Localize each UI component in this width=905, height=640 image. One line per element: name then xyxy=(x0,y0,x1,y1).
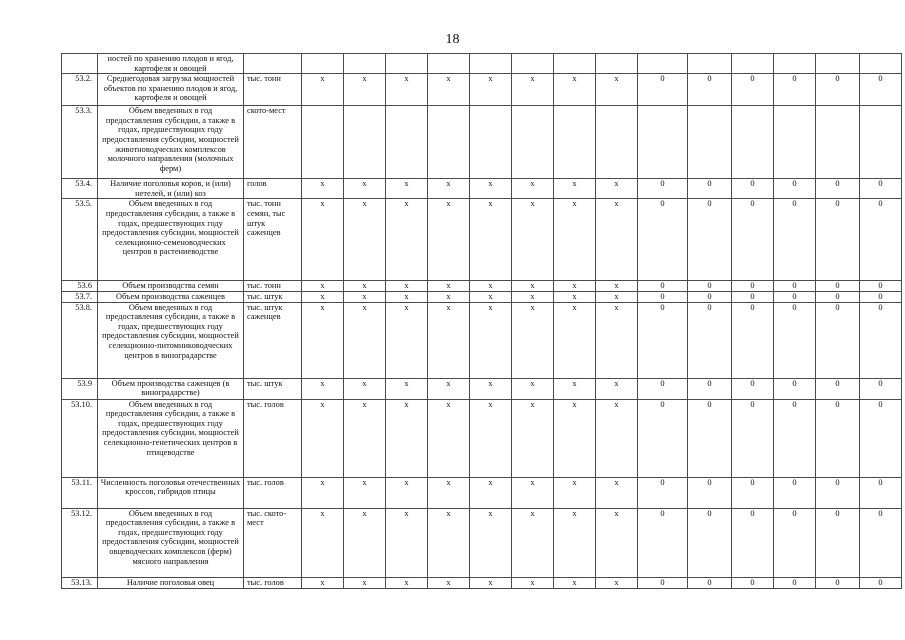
indicator-name: Объем введенных в год предоставления субсидии, а также в годах, предшествующих году предоставления субсидии, мощностей овцеводческих комплексов (ферм) мясного направления xyxy=(98,508,244,577)
value-cell: x xyxy=(512,291,554,302)
value-cell: x xyxy=(302,399,344,477)
value-cell xyxy=(816,54,860,74)
value-cell: x xyxy=(554,302,596,378)
value-cell: 0 xyxy=(688,179,732,199)
value-cell: 0 xyxy=(816,281,860,292)
value-cell xyxy=(638,106,688,179)
value-cell: x xyxy=(302,179,344,199)
row-number: 53.4. xyxy=(62,179,98,199)
value-cell: x xyxy=(596,291,638,302)
value-cell: 0 xyxy=(816,74,860,106)
value-cell: 0 xyxy=(816,291,860,302)
value-cell: 0 xyxy=(774,302,816,378)
value-cell: x xyxy=(554,291,596,302)
row-number: 53.12. xyxy=(62,508,98,577)
value-cell: x xyxy=(512,378,554,399)
value-cell xyxy=(596,106,638,179)
value-cell: x xyxy=(344,74,386,106)
value-cell: 0 xyxy=(816,199,860,281)
value-cell: 0 xyxy=(774,399,816,477)
value-cell: 0 xyxy=(774,477,816,508)
value-cell: 0 xyxy=(638,378,688,399)
value-cell: 0 xyxy=(774,291,816,302)
table-row xyxy=(62,199,902,281)
table-row xyxy=(62,291,902,302)
value-cell: 0 xyxy=(774,577,816,588)
value-cell: x xyxy=(344,291,386,302)
value-cell: x xyxy=(512,199,554,281)
value-cell: x xyxy=(344,577,386,588)
value-cell: 0 xyxy=(638,302,688,378)
value-cell xyxy=(428,54,470,74)
value-cell: x xyxy=(596,179,638,199)
unit-of-measure: тыс. тонн семян, тыс штук саженцев xyxy=(244,199,302,281)
value-cell: x xyxy=(554,74,596,106)
value-cell: x xyxy=(428,508,470,577)
unit-of-measure: тыс. голов xyxy=(244,577,302,588)
value-cell: 0 xyxy=(860,577,902,588)
value-cell: x xyxy=(470,378,512,399)
indicator-name: Объем производства семян xyxy=(98,281,244,292)
value-cell: x xyxy=(512,477,554,508)
value-cell: x xyxy=(386,477,428,508)
value-cell xyxy=(344,106,386,179)
value-cell: 0 xyxy=(638,199,688,281)
value-cell: x xyxy=(470,199,512,281)
value-cell: 0 xyxy=(774,378,816,399)
value-cell: x xyxy=(470,399,512,477)
table-row xyxy=(62,54,902,74)
row-number: 53.11. xyxy=(62,477,98,508)
value-cell: 0 xyxy=(688,291,732,302)
value-cell: 0 xyxy=(860,199,902,281)
row-number: 53.3. xyxy=(62,106,98,179)
value-cell: x xyxy=(554,577,596,588)
unit-of-measure: голов xyxy=(244,179,302,199)
unit-of-measure xyxy=(244,54,302,74)
indicator-name: Наличие поголовья коров, и (или) нетелей, и (или) коз xyxy=(98,179,244,199)
value-cell: 0 xyxy=(638,477,688,508)
value-cell: 0 xyxy=(774,179,816,199)
value-cell: x xyxy=(596,199,638,281)
value-cell: x xyxy=(428,281,470,292)
value-cell xyxy=(688,54,732,74)
unit-of-measure: тыс. ското-мест xyxy=(244,508,302,577)
value-cell: x xyxy=(596,477,638,508)
value-cell: 0 xyxy=(816,508,860,577)
value-cell: 0 xyxy=(732,508,774,577)
value-cell: 0 xyxy=(638,508,688,577)
value-cell xyxy=(774,54,816,74)
value-cell xyxy=(596,54,638,74)
value-cell: 0 xyxy=(860,74,902,106)
unit-of-measure: тыс. штук саженцев xyxy=(244,302,302,378)
page-number: 18 xyxy=(445,32,460,47)
value-cell: x xyxy=(344,199,386,281)
indicator-name: Среднегодовая загрузка мощностей объектов по хранению плодов и ягод, картофеля и овощей xyxy=(98,74,244,106)
value-cell: x xyxy=(302,577,344,588)
value-cell: 0 xyxy=(860,281,902,292)
table-row xyxy=(62,508,902,577)
table-row xyxy=(62,179,902,199)
value-cell: x xyxy=(470,179,512,199)
value-cell: x xyxy=(596,577,638,588)
value-cell: 0 xyxy=(816,399,860,477)
indicator-name: Объем введенных в год предоставления субсидии, а также в годах, предшествующих году предоставления субсидии, мощностей животноводческих комплексов молочного направления (молочных ферм) xyxy=(98,106,244,179)
value-cell: x xyxy=(386,577,428,588)
value-cell: x xyxy=(302,302,344,378)
value-cell: 0 xyxy=(860,179,902,199)
value-cell: x xyxy=(428,199,470,281)
value-cell xyxy=(816,106,860,179)
unit-of-measure: тыс. голов xyxy=(244,477,302,508)
value-cell xyxy=(774,106,816,179)
table-row xyxy=(62,302,902,378)
value-cell: x xyxy=(470,477,512,508)
value-cell xyxy=(512,54,554,74)
value-cell: x xyxy=(512,508,554,577)
value-cell: 0 xyxy=(774,508,816,577)
value-cell: x xyxy=(428,477,470,508)
value-cell: 0 xyxy=(732,577,774,588)
value-cell: x xyxy=(470,508,512,577)
value-cell: 0 xyxy=(638,291,688,302)
table-row xyxy=(62,106,902,179)
row-number: 53.7. xyxy=(62,291,98,302)
value-cell: 0 xyxy=(774,281,816,292)
value-cell: x xyxy=(302,199,344,281)
value-cell: x xyxy=(344,477,386,508)
indicator-name: Объем введенных в год предоставления субсидии, а также в годах, предшествующих году предоставления субсидии, мощностей селекционно-семеноводческих центров в растениеводстве xyxy=(98,199,244,281)
value-cell: x xyxy=(428,302,470,378)
value-cell: 0 xyxy=(774,74,816,106)
row-number: 53.2. xyxy=(62,74,98,106)
value-cell: 0 xyxy=(638,577,688,588)
value-cell xyxy=(512,106,554,179)
value-cell: 0 xyxy=(638,74,688,106)
value-cell: x xyxy=(302,74,344,106)
value-cell: x xyxy=(302,508,344,577)
value-cell: 0 xyxy=(860,508,902,577)
value-cell: 0 xyxy=(732,477,774,508)
value-cell xyxy=(732,54,774,74)
value-cell: 0 xyxy=(688,378,732,399)
row-number xyxy=(62,54,98,74)
indicator-name: Численность поголовья отечественных кроссов, гибридов птицы xyxy=(98,477,244,508)
value-cell: x xyxy=(302,378,344,399)
indicator-name: Объем введенных в год предоставления субсидии, а также в годах, предшествующих году предоставления субсидии, мощностей селекционно-генетических центров в птицеводстве xyxy=(98,399,244,477)
value-cell xyxy=(386,54,428,74)
value-cell: 0 xyxy=(688,508,732,577)
value-cell xyxy=(554,54,596,74)
indicator-name: ностей по хранению плодов и ягод, картофеля и овощей xyxy=(98,54,244,74)
value-cell: 0 xyxy=(816,477,860,508)
value-cell: x xyxy=(554,199,596,281)
value-cell: x xyxy=(512,74,554,106)
value-cell: x xyxy=(302,477,344,508)
value-cell: 0 xyxy=(860,291,902,302)
value-cell: x xyxy=(470,74,512,106)
value-cell: 0 xyxy=(732,179,774,199)
indicator-name: Наличие поголовья овец xyxy=(98,577,244,588)
table-row xyxy=(62,577,902,588)
value-cell: x xyxy=(470,281,512,292)
value-cell: x xyxy=(344,281,386,292)
value-cell: x xyxy=(554,281,596,292)
value-cell: 0 xyxy=(688,477,732,508)
value-cell: 0 xyxy=(774,199,816,281)
value-cell xyxy=(470,106,512,179)
value-cell: 0 xyxy=(816,577,860,588)
value-cell: x xyxy=(554,508,596,577)
value-cell: 0 xyxy=(688,74,732,106)
value-cell: 0 xyxy=(860,378,902,399)
value-cell: x xyxy=(470,577,512,588)
value-cell: x xyxy=(386,74,428,106)
value-cell xyxy=(732,106,774,179)
table-body xyxy=(62,54,902,589)
value-cell: x xyxy=(512,302,554,378)
value-cell: x xyxy=(554,179,596,199)
value-cell: x xyxy=(344,179,386,199)
value-cell xyxy=(470,54,512,74)
value-cell: x xyxy=(302,291,344,302)
value-cell: 0 xyxy=(860,302,902,378)
value-cell: x xyxy=(554,378,596,399)
value-cell: x xyxy=(470,302,512,378)
value-cell: 0 xyxy=(688,577,732,588)
value-cell: 0 xyxy=(732,378,774,399)
unit-of-measure: тыс. тонн xyxy=(244,74,302,106)
row-number: 53.5. xyxy=(62,199,98,281)
value-cell: 0 xyxy=(638,281,688,292)
value-cell xyxy=(428,106,470,179)
value-cell: x xyxy=(428,74,470,106)
value-cell: 0 xyxy=(732,281,774,292)
value-cell: 0 xyxy=(688,302,732,378)
value-cell xyxy=(386,106,428,179)
value-cell: x xyxy=(596,399,638,477)
value-cell: x xyxy=(386,281,428,292)
value-cell: 0 xyxy=(688,281,732,292)
value-cell: x xyxy=(596,378,638,399)
value-cell: x xyxy=(386,179,428,199)
value-cell xyxy=(554,106,596,179)
value-cell: 0 xyxy=(732,74,774,106)
value-cell: x xyxy=(428,291,470,302)
row-number: 53.6 xyxy=(62,281,98,292)
value-cell: 0 xyxy=(860,399,902,477)
value-cell: 0 xyxy=(732,302,774,378)
row-number: 53.10. xyxy=(62,399,98,477)
row-number: 53.9 xyxy=(62,378,98,399)
value-cell: 0 xyxy=(638,179,688,199)
value-cell: x xyxy=(596,74,638,106)
value-cell xyxy=(344,54,386,74)
indicator-name: Объем производства саженцев xyxy=(98,291,244,302)
value-cell: x xyxy=(386,199,428,281)
value-cell: 0 xyxy=(816,378,860,399)
unit-of-measure: тыс. штук xyxy=(244,378,302,399)
value-cell: 0 xyxy=(732,291,774,302)
table-row xyxy=(62,477,902,508)
value-cell xyxy=(860,54,902,74)
unit-of-measure: ското-мест xyxy=(244,106,302,179)
value-cell: x xyxy=(554,477,596,508)
indicator-name: Объем введенных в год предоставления субсидии, а также в годах, предшествующих году предоставления субсидии, мощностей селекционно-питомниководческих центров в виноградарстве xyxy=(98,302,244,378)
value-cell: x xyxy=(344,302,386,378)
value-cell: x xyxy=(302,281,344,292)
value-cell: 0 xyxy=(732,399,774,477)
value-cell: x xyxy=(386,399,428,477)
value-cell xyxy=(688,106,732,179)
value-cell: x xyxy=(512,577,554,588)
value-cell: 0 xyxy=(816,179,860,199)
value-cell: x xyxy=(596,281,638,292)
unit-of-measure: тыс. штук xyxy=(244,291,302,302)
value-cell xyxy=(302,54,344,74)
value-cell: x xyxy=(512,179,554,199)
value-cell: x xyxy=(512,399,554,477)
row-number: 53.13. xyxy=(62,577,98,588)
value-cell xyxy=(638,54,688,74)
value-cell xyxy=(860,106,902,179)
indicator-name: Объем производства саженцев (в виноградарстве) xyxy=(98,378,244,399)
value-cell: x xyxy=(386,302,428,378)
value-cell: 0 xyxy=(816,302,860,378)
value-cell: 0 xyxy=(688,199,732,281)
value-cell xyxy=(302,106,344,179)
unit-of-measure: тыс. тонн xyxy=(244,281,302,292)
value-cell: x xyxy=(386,508,428,577)
value-cell: x xyxy=(386,291,428,302)
value-cell: x xyxy=(428,399,470,477)
row-number: 53.8. xyxy=(62,302,98,378)
value-cell: 0 xyxy=(860,477,902,508)
value-cell: x xyxy=(344,508,386,577)
value-cell: x xyxy=(428,378,470,399)
table-row xyxy=(62,399,902,477)
value-cell: x xyxy=(344,378,386,399)
value-cell: x xyxy=(386,378,428,399)
value-cell: 0 xyxy=(638,399,688,477)
value-cell: x xyxy=(428,577,470,588)
table-row xyxy=(62,74,902,106)
value-cell: 0 xyxy=(732,199,774,281)
table-row xyxy=(62,281,902,292)
value-cell: x xyxy=(470,291,512,302)
table-row xyxy=(62,378,902,399)
value-cell: x xyxy=(428,179,470,199)
value-cell: x xyxy=(596,302,638,378)
unit-of-measure: тыс. голов xyxy=(244,399,302,477)
value-cell: x xyxy=(344,399,386,477)
value-cell: 0 xyxy=(688,399,732,477)
value-cell: x xyxy=(512,281,554,292)
indicator-table xyxy=(61,53,902,589)
value-cell: x xyxy=(596,508,638,577)
value-cell: x xyxy=(554,399,596,477)
